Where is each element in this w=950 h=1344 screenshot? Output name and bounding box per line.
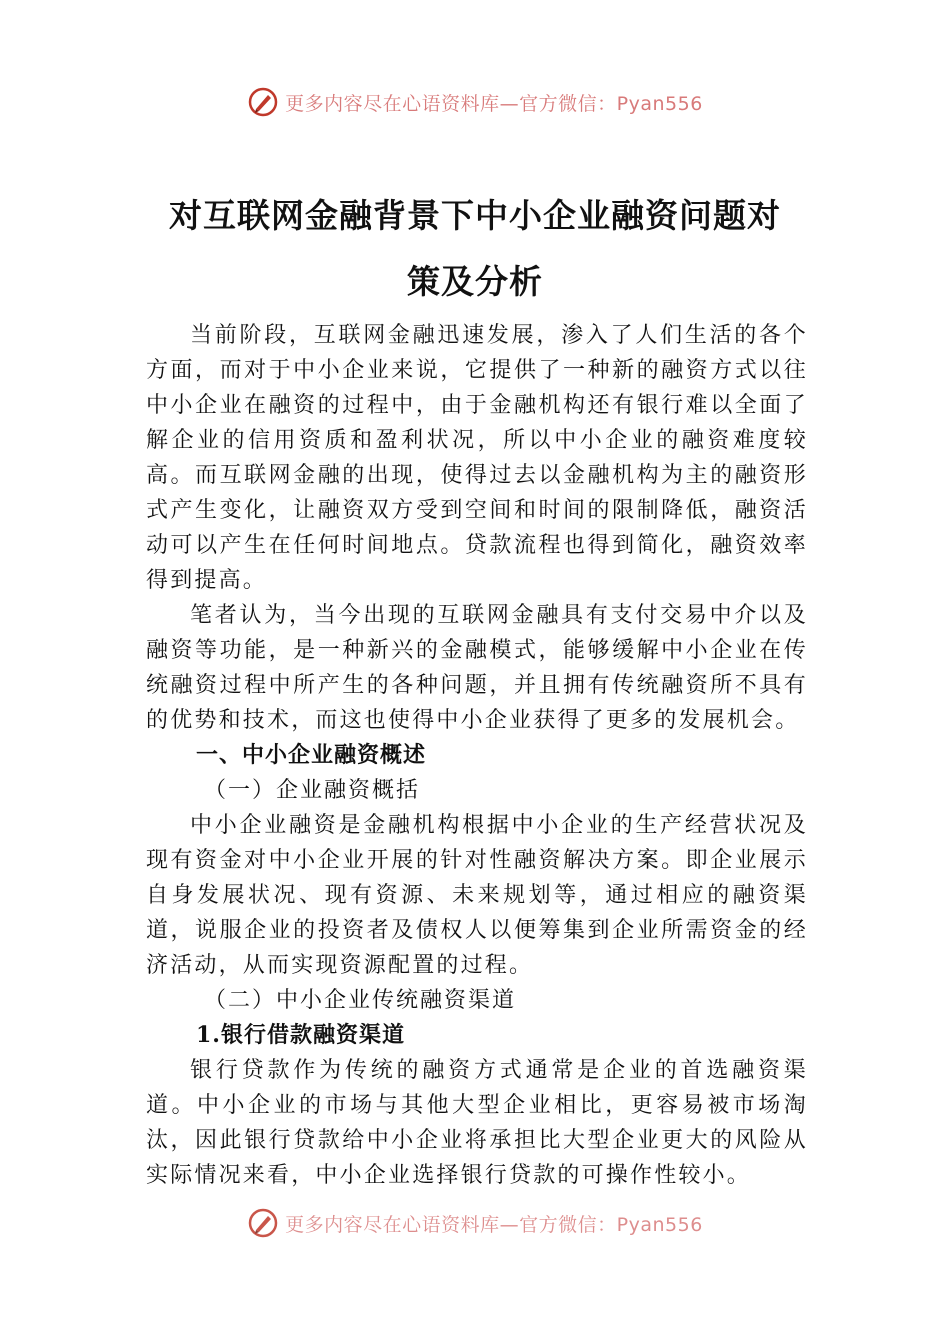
document-title-line2: 策及分析: [407, 262, 543, 301]
watermark-text: 更多内容尽在心语资料库—官方微信：Pyan556: [285, 92, 703, 115]
subsection-heading-1: （一）企业融资概括: [204, 778, 421, 803]
item-heading-1: 1.银行借款融资渠道: [196, 1022, 405, 1048]
header-watermark: [0, 86, 950, 118]
subsection-heading-2: （二）中小企业传统融资渠道: [204, 988, 517, 1013]
item-paragraph-1: 银行贷款作为传统的融资方式通常是企业的首选融资渠道。中小企业的市场与其他大型企业相比，更容易被市场淘汰，因此银行贷款给中小企业将承担比大型企业更大的风险从实际情况来看，中小企业选择银行贷款的可操作性较小。: [146, 1058, 808, 1188]
section-heading-1: 一、中小企业融资概述: [196, 742, 427, 768]
intro-paragraph-2: 笔者认为，当今出现的互联网金融具有支付交易中介以及融资等功能，是一种新兴的金融模式，能够缓解中小企业在传统融资过程中所产生的各种问题，并且拥有传统融资所不具有的优势和技术，而这也使得中小企业获得了更多的发展机会。: [146, 603, 808, 733]
watermark-text: 更多内容尽在心语资料库—官方微信：Pyan556: [285, 1213, 703, 1236]
pen-logo-icon: [247, 1207, 279, 1239]
footer-watermark: [0, 1207, 950, 1239]
intro-paragraph-1: 当前阶段，互联网金融迅速发展，渗入了人们生活的各个方面，而对于中小企业来说，它提供了一种新的融资方式以往中小企业在融资的过程中，由于金融机构还有银行难以全面了解企业的信用资质和盈利状况，所以中小企业的融资难度较高。而互联网金融的出现，使得过去以金融机构为主的融资形式产生变化，让融资双方受到空间和时间的限制降低，融资活动可以产生在任何时间地点。贷款流程也得到简化，融资效率得到提高。: [146, 323, 808, 593]
document-body: [146, 318, 808, 1193]
subsection-paragraph-1: 中小企业融资是金融机构根据中小企业的生产经营状况及现有资金对中小企业开展的针对性融资解决方案。即企业展示自身发展状况、现有资源、未来规划等，通过相应的融资渠道，说服企业的投资者及债权人以便筹集到企业所需资金的经济活动，从而实现资源配置的过程。: [146, 813, 808, 978]
pen-logo-icon: [247, 86, 279, 118]
document-title-line1: 对互联网金融背景下中小企业融资问题对: [169, 196, 781, 235]
